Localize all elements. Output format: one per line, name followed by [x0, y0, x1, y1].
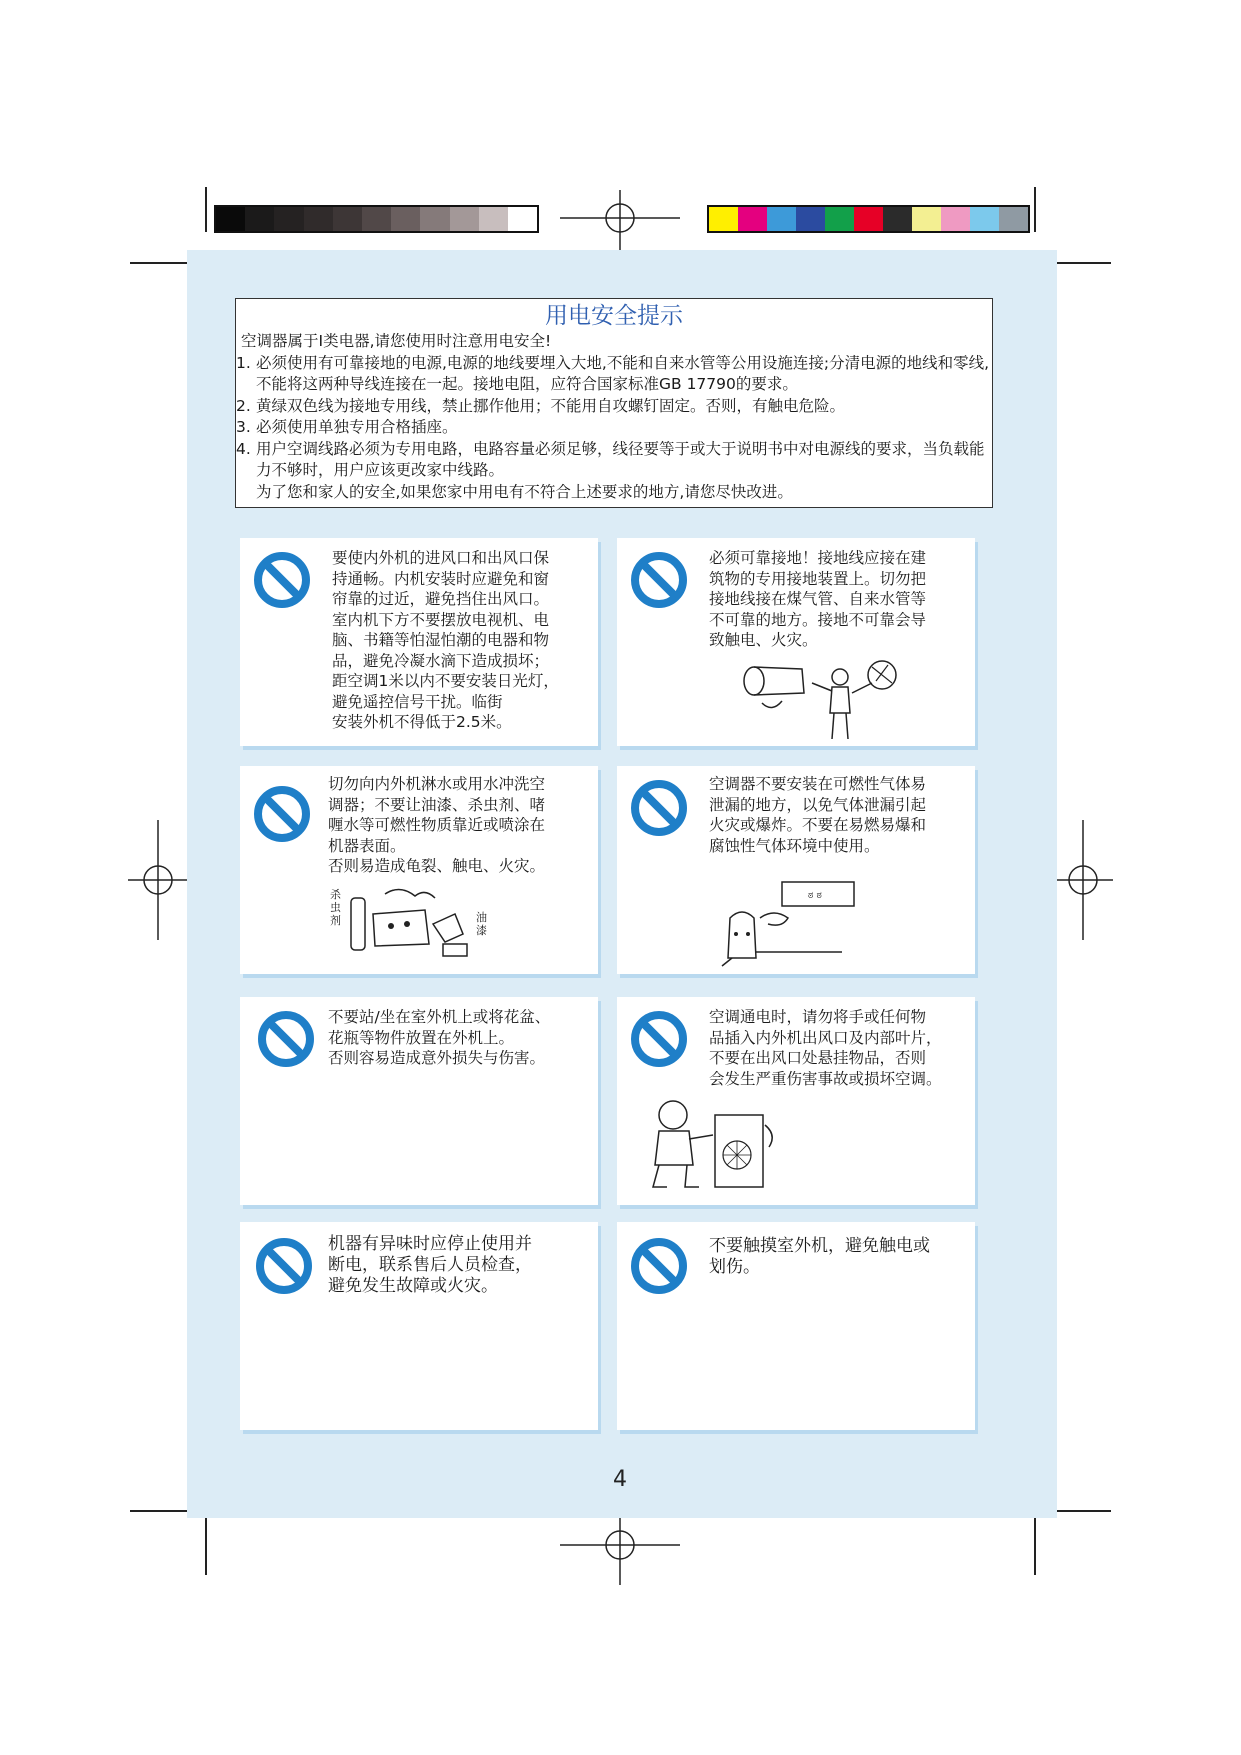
prohibition-icon	[252, 784, 312, 844]
prohibition-icon	[629, 550, 689, 610]
warning-card-no-touch	[617, 1222, 975, 1430]
notice-item: 4. 用户空调线路必须为专用电路，电路容量必须足够，线径要等于或大于说明书中对电源线的要求，当负载能力不够时，用户应该更改家中线路。	[236, 439, 985, 479]
warning-card-no-standing	[240, 997, 598, 1205]
notice-item: 2. 黄绿双色线为接地专用线，禁止挪作他用；不能用自攻螺钉固定。否则，有触电危险。	[236, 396, 846, 415]
child-fan-illustration	[645, 1095, 785, 1195]
electrical-safety-notice	[235, 298, 993, 508]
registration-mark-top	[560, 190, 680, 250]
warning-card-airflow	[240, 538, 598, 746]
color-swatch	[912, 207, 941, 231]
color-swatch	[216, 207, 245, 231]
warning-card-grounding	[617, 538, 975, 746]
color-swatch	[245, 207, 274, 231]
prohibition-icon	[252, 550, 312, 610]
color-swatch	[999, 207, 1028, 231]
prohibition-icon	[629, 778, 689, 838]
color-swatch	[709, 207, 738, 231]
card-text: 要使内外机的进风口和出风口保 持通畅。内机安装时应避免和窗 帘靠的过近，避免挡住出风口。 室内机下方不要摆放电视机、电 脑、书籍等怕湿怕潮的电器和物 品，避免冷凝水滴下造成损坏； 距空调1米以内不要安装日光灯， 避免遥控信号干扰。临街 安装外机不得低于2.5米。	[332, 549, 559, 731]
color-swatch	[970, 207, 999, 231]
page-number: 4	[613, 1467, 627, 1492]
notice-item: 1. 必须使用有可靠接地的电源,电源的地线要埋入大地,不能和自来水管等公用设施连接;分清电源的地线和零线,不能将这两种导线连接在一起。接地电阻，应符合国家标准GB 17790的要求。	[236, 353, 990, 393]
color-calibration-bar	[707, 205, 1030, 233]
color-swatch	[796, 207, 825, 231]
prohibition-icon	[629, 1236, 689, 1296]
spray-illustration	[345, 884, 475, 964]
warning-card-odor	[240, 1222, 598, 1430]
prohibition-icon	[254, 1236, 314, 1296]
color-swatch	[450, 207, 479, 231]
grounding-illustration	[732, 653, 902, 743]
card-text: 空调器不要安装在可燃性气体易 泄漏的地方，以免气体泄漏引起 火灾或爆炸。不要在易燃易爆和 腐蚀性气体环境中使用。	[709, 775, 927, 855]
card-text: 不要触摸室外机，避免触电或 划伤。	[709, 1236, 930, 1277]
color-swatch	[854, 207, 883, 231]
gas-leak-illustration	[712, 878, 892, 968]
registration-mark-left	[128, 820, 188, 940]
color-swatch	[479, 207, 508, 231]
prohibition-icon	[256, 1009, 316, 1069]
card-text: 切勿向内外机淋水或用水冲洗空 调器；不要让油漆、杀虫剂、啫 喱水等可燃性物质靠近或喷涂在 机器表面。 否则易造成龟裂、触电、火灾。	[328, 775, 546, 875]
notice-closing: 为了您和家人的安全,如果您家中用电有不符合上述要求的地方,请您尽快改进。	[256, 482, 793, 501]
card-text: 不要站/坐在室外机上或将花盆、 花瓶等物件放置在外机上。 否则容易造成意外损失与伤害。	[328, 1008, 551, 1067]
color-swatch	[508, 207, 537, 231]
color-swatch	[738, 207, 767, 231]
card-text: 机器有异味时应停止使用并 断电，联系售后人员检查， 避免发生故障或火灾。	[328, 1234, 532, 1296]
notice-title: 用电安全提示	[545, 303, 683, 329]
color-swatch	[304, 207, 333, 231]
color-swatch	[420, 207, 449, 231]
color-swatch	[883, 207, 912, 231]
notice-intro: 空调器属于Ⅰ类电器,请您使用时注意用电安全!	[241, 332, 552, 350]
card-text: 必须可靠接地！接地线应接在建 筑物的专用接地装置上。切勿把 接地线接在煤气管、自来水管等 不可靠的地方。接地不可靠会导 致触电、火灾。	[709, 549, 927, 649]
color-swatch	[333, 207, 362, 231]
notice-item: 3. 必须使用单独专用合格插座。	[236, 418, 458, 436]
color-swatch	[941, 207, 970, 231]
card-text: 空调通电时，请勿将手或任何物 品插入内外机出风口及内部叶片， 不要在出风口处悬挂物品，否则 会发生严重伤害事故或损坏空调。	[709, 1008, 942, 1088]
color-swatch	[362, 207, 391, 231]
color-swatch	[391, 207, 420, 231]
color-swatch	[274, 207, 303, 231]
warning-card-fan-blades	[617, 997, 975, 1205]
warning-card-water-spray	[240, 766, 598, 974]
registration-mark-right	[1053, 820, 1113, 940]
notice-list	[236, 353, 992, 482]
color-swatch	[767, 207, 796, 231]
insecticide-label: 杀虫剂	[330, 888, 341, 927]
gray-calibration-bar	[214, 205, 539, 233]
prohibition-icon	[629, 1009, 689, 1069]
paint-label: 油漆	[476, 911, 487, 937]
warning-card-flammable-gas	[617, 766, 975, 974]
svg-text:ಠ ಠ: ಠ ಠ	[808, 890, 822, 901]
color-swatch	[825, 207, 854, 231]
